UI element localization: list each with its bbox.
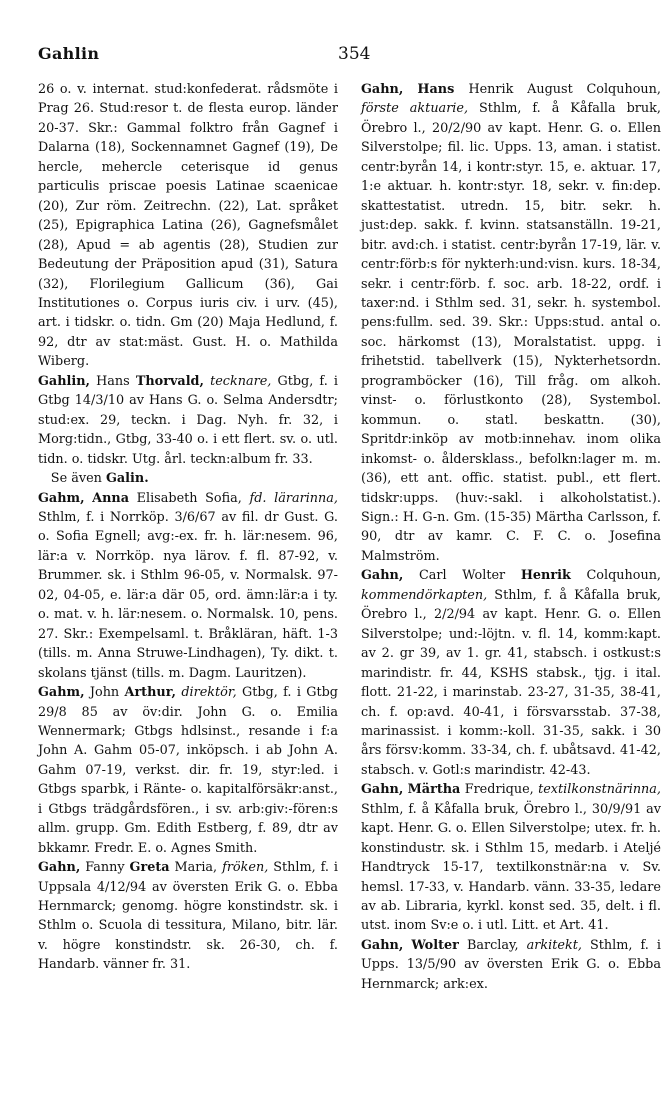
page-number: 354 [338, 44, 371, 64]
entry-callname: Arthur, [124, 685, 176, 701]
entry-occupation: fröken, [222, 860, 269, 876]
entry-occupation: arkitekt, [526, 937, 582, 953]
entry-surname: Gahn, [361, 782, 404, 798]
entry-given2: Barclay, [458, 937, 527, 953]
entry-given: John [84, 685, 125, 701]
entry-occupation: textilkonstnärinna, [538, 782, 661, 798]
entry-occupation: kommendörkapten, [361, 587, 488, 603]
entry-occupation: förste aktuarie, [361, 101, 469, 117]
entry-given: Hans [90, 373, 136, 389]
right-column [361, 80, 661, 994]
see-also-reference: Se även Galin. [50, 471, 149, 487]
entry-surname: Gahlin, [38, 373, 91, 389]
entry-gahn-martha [361, 780, 661, 936]
running-head: Gahlin [38, 44, 100, 63]
entry-text: Sthlm, f. i Upps. 13/5/90 av översten Erik G. o. Ebba Hernmarck; ark:ex. [361, 937, 661, 992]
entry-occupation: direktör, [181, 685, 237, 701]
entry-given: Fanny [80, 860, 130, 876]
entry-callname: Thorvald, [135, 373, 204, 389]
entry-gahn-greta [38, 858, 338, 975]
entry-surname: Gahn, [361, 82, 404, 97]
entry-surname: Gahn, [361, 568, 404, 584]
entry-gahn-hans [361, 80, 661, 566]
entry-surname: Gahm, [38, 685, 85, 701]
entry-callname: Henrik [520, 568, 571, 584]
entry-gahm-arthur [38, 683, 338, 858]
entry-surname: Gahn, [361, 937, 404, 953]
entry-callname: Märtha [407, 782, 461, 798]
entry-text: Gtbg, f. i Gtbg 29/8 85 av öv:dir. John G. o. Emilia Wennermark; Gtbgs hdlsinst., resande i f:a John A. Gahm 05-07, inköpsch. i ab John A. Gahm 07-19, verkst. dir. fr. 19, styr:led. i Gtbgs sparbk, i Ränte- o. kapitalförsäkr:anst., i Gtbgs trädgårdsfören., i sv. arb:giv:-fören:s allm. grupp. Gm. Edith Estberg, f. 89, dtr av bkkamr. Fredr. E. o. Agnes Smith. [38, 685, 338, 856]
entry-callname: Greta [129, 860, 170, 876]
entry-surname: Gahm, [38, 490, 85, 506]
entry-occupation: tecknare, [210, 373, 272, 389]
entry-given2: Colquhoun, [570, 568, 662, 584]
entry-text: Sthlm, f. å Kåfalla bruk, Örebro l., 20/2/90 av kapt. Henr. G. o. Ellen Silverstolpe; fil. lic. Upps. 13, aman. i statist. centr:byrån 14, i kontr:styr. 15, e. aktuar. 17, 1:e aktuar. h. kontr:styr. 18, sekr. v. fin:dep. skattestatist. utredn. 15, bitr. sekr. h. just:dep. sakk. f. kvinn. statsanställn. 19-21, bitr. avd:ch. i statist. centr:byrån 17-19, lär. v. centr:förb:s för nykterh:und:visn. kurs. 18-34, sekr. i centr:förb. f. soc. arb. 18-22, ordf. i taxer:nd. i Sthlm sed. 31, sekr. h. systembol. pens:fullm. sed. 39. Skr.: Upps:stud. antal o. soc. härkomst (13), Moralstatist. uppg. i frihetstid. tabellverk (15), Nykterhetsordn. programböcker (16), Till fråg. om alkoh. vinst- o. förlustkonto (28), Systembol. kommun. o. statl. beskattn. (30), Spritdr:inköp av motb:innehav. inom olika inkomst- o. åldersklass., befolkn:lager m. m. (36), ett ant. offic. statist. publ., ett flert. tidskr:upps. (huv:-sakl. i alkoholstatist.). Sign.: H. G-n. Gm. (15-35) Märtha Carlsson, f. 90, dtr av kamr. C. F. C. o. Josefina Malmström. [361, 101, 661, 564]
entry-given2: Fredrique, [460, 782, 539, 798]
entry-continuation: 26 o. v. internat. stud:konfederat. rådsmöte i Prag 26. Stud:resor t. de flesta europ. länder 20-37. Skr.: Gammal folktro från Gagnef i Dalarna (18), Sockennamnet Gagnef (19), De hercle, mehercle ceterisque id genus particulis priscae poesis Latinae scaenicae (20), Zur röm. Zeitrechn. (22), Lat. språket (25), Epigraphica Latina (26), Gagnefsmålet (28), Apud = ab agentis (28), Studien zur Bedeutung der Präposition apud (31), Satura (32), Florilegium Gallicum (36), Gai Institutiones o. Corpus iuris civ. i urv. (45), art. i tidskr. o. tidn. Gm (20) Maja Hedlund, f. 92, dtr av stat:mäst. Gust. H. o. Mathilda Wiberg. [38, 82, 338, 370]
entry-occupation: fd. lärarinna, [249, 490, 338, 506]
entry-text: Gtbg, f. i Gtbg 14/3/10 av Hans G. o. Selma Andersdtr; stud:ex. 29, teckn. i Dag. Nyh. fr. 32, i Morg:tidn., Gtbg, 33-40 o. i ett flert. sv. o. utl. tidn. o. tidskr. Utg. årl. teckn:album fr. 33. [38, 373, 338, 467]
entry-given: Carl Wolter [403, 568, 521, 584]
entry-gahm-anna [38, 489, 338, 684]
entry-given2: Henrik August Colquhoun, [468, 82, 661, 97]
entry-text: Sthlm, f. i Uppsala 4/12/94 av översten Erik G. o. Ebba Hernmarck; genomg. högre konstindstr. sk. i Sthlm o. Scuola di tessitura, Milano, bitr. lär. v. högre konstindstr. sk. 26-30, ch. f. Handarb. vänner fr. 31. [38, 860, 338, 973]
entry-given2: Elisabeth Sofia, [129, 490, 250, 506]
entry-given2: Maria, [169, 860, 223, 876]
page-header [38, 44, 626, 70]
entry-gahlin-thorvald [38, 372, 338, 469]
entry-given: Hans [403, 82, 469, 97]
entry-gahn-wolter [361, 936, 661, 994]
left-column [38, 80, 338, 975]
entry-surname: Gahn, [38, 860, 81, 876]
see-also-name: Galin. [105, 471, 149, 487]
entry-text: Sthlm, f. å Kåfalla bruk, Örebro l., 30/9/91 av kapt. Henr. G. o. Ellen Silverstolpe; utex. fr. h. konstindustr. sk. i Sthlm 15, medarb. i Ateljé Handtryck 15-17, textilkonstnär:na v. Sv. hemsl. 17-33, v. Handarb. vänn. 33-35, ledare av ab. Libraria, kyrkl. konst sed. 35, delt. i fl. utst. inom Sv:e o. i utl. Litt. et Art. 41. [361, 801, 661, 934]
entry-text: Sthlm, f. å Kåfalla bruk, Örebro l., 2/2/94 av kapt. Henr. G. o. Ellen Silverstolpe; und:-löjtn. v. fl. 14, komm:kapt. av 2. gr 39, av 1. gr. 41, stabsch. i ostkust:s marindistr. fr. 44, KSHS stabsk., tjg. i ital. flott. 21-22, i marinstab. 23-27, 31-35, 38-41, ch. f. op:avd. 40-41, i försvarsstab. 37-38, marinassist. i komm:-koll. 31-35, sakk. i 30 års försv:komm. 33-34, ch. f. ubåtsavd. 41-42, stabsch. v. Gotl:s marindistr. 42-43. [361, 587, 661, 778]
entry-callname: Wolter [411, 937, 459, 953]
entry-gahn-henrik [361, 566, 661, 780]
entry-callname: Anna [92, 490, 130, 506]
entry-text: Sthlm, f. i Norrköp. 3/6/67 av fil. dr Gust. G. o. Sofia Egnell; avg:-ex. fr. h. lär:nesem. 96, lär:a v. Norrköp. nya lärov. f. fl. 87-92, v. Brummer. sk. i Sthlm 96-05, v. Normalsk. 97-02, 04-05, e. lär:a där 05, ord. ämn:lär:a i ty. o. mat. v. h. lär:nesem. o. Normalsk. 10, pens. 27. Skr.: Exempelsaml. t. Bråkläran, häft. 1-3 (tills. m. Anna Struwe-Lindhagen), Ty. dikt. t. skolans tjänst (tills. m. Dagm. Lauritzen). [38, 509, 338, 681]
